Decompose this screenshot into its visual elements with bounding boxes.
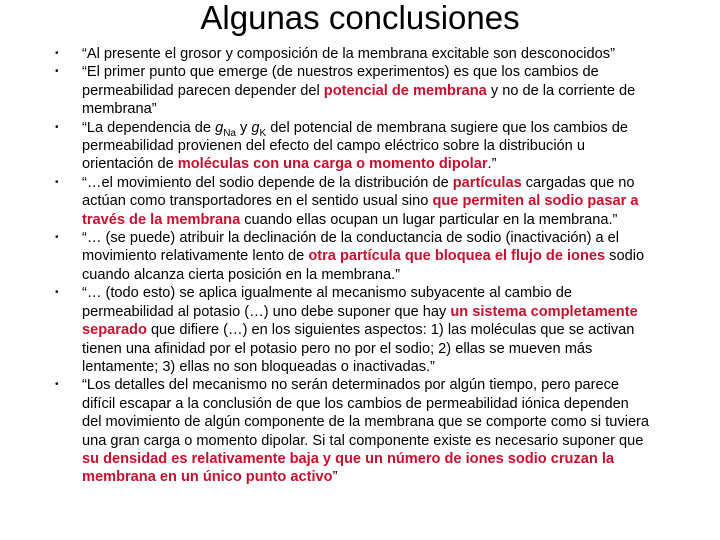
bullet-text: “… (se puede) atribuir la declinación de la conductancia de sodio (inactivación) a el movimiento relativamente lento de (82, 230, 620, 265)
bullet-text: “Al presente el grosor y composición de la membrana excitable son desconocidos” (82, 46, 615, 62)
bullet-text: cuando ellas ocupan un lugar particular en la membrana.” (240, 211, 618, 228)
bullet-icon: • (55, 379, 59, 391)
bullet-item (0, 229, 720, 284)
bullet-text: “…el movimiento del sodio depende de la distribución de (82, 174, 453, 191)
slide-title: Algunas conclusiones (200, 0, 520, 36)
highlighted-text: un sistema completamente separado (82, 303, 638, 339)
bullet-icon: • (55, 287, 59, 299)
bullet-text: “Los detalles del mecanismo no serán determinados por algún tiempo, pero parece difícil escapar a la conclusión de que los cambios de permeabilidad iónica dependen del movimiento de algún componente de la membrana que se comporte como si tuviera una gran carga o momento dipolar. Si tal componente existe es necesario suponer que (82, 377, 650, 449)
bullet-text: “La dependencia de (82, 119, 216, 136)
subscript-text: Na (223, 127, 236, 139)
bullet-icon: • (55, 176, 59, 188)
highlighted-text: su densidad es relativamente baja y que un número de iones sodio cruzan la membrana en un único punto activo (82, 450, 615, 486)
bullet-item (0, 174, 720, 229)
bullet-text: del potencial de membrana sugiere que los cambios de permeabilidad provienen del efecto del campo eléctrico sobre la distribución u orientación de (82, 119, 629, 173)
bullet-item (0, 284, 720, 376)
subscript-text: K (259, 127, 267, 139)
bullet-text: “El primer punto que emerge (de nuestros experimentos) es que los cambios de permeabilidad parecen depender del (82, 64, 599, 99)
highlighted-text: que permiten al sodio pasar a través de la membrana (82, 193, 639, 228)
bullet-item (0, 45, 720, 63)
bullet-icon: • (55, 121, 59, 133)
bullet-item (0, 63, 720, 118)
bullet-icon: • (55, 48, 59, 59)
highlighted-text: partículas (452, 174, 522, 191)
bullet-text: .” (487, 156, 497, 173)
bullet-text: “… (todo esto) se aplica igualmente al mecanismo subyacente al cambio de permeabilidad al potasio (…) uno debe suponer que hay (82, 285, 572, 320)
bullet-text: que difiere (…) en los siguientes aspectos: 1) las moléculas que se activan tienen una afinidad por el potasio pero no por el sodio; 2) ellas se mueven más lentamente; 3) ellas no son bloqueadas o inactivadas.” (82, 322, 635, 375)
bullet-icon: • (55, 232, 59, 244)
bullet-text: cargadas que no actúan como transportadores en el sentido usual sino (82, 174, 635, 210)
highlighted-text: otra partícula que bloquea el flujo de iones (308, 248, 606, 265)
bullet-text: y (236, 119, 252, 136)
symbol-text: g (251, 119, 260, 136)
bullet-item (0, 119, 720, 174)
bullet-text: ” (332, 469, 338, 486)
bullet-text: sodio cuando alcanza cierta posición en la membrana.” (82, 248, 645, 283)
bullet-icon: • (55, 66, 59, 78)
conclusions-list (0, 45, 720, 487)
symbol-text: g (215, 119, 224, 136)
highlighted-text: moléculas con una carga o momento dipolar (177, 156, 488, 173)
bullet-item (0, 376, 720, 486)
bullet-text: y no de la corriente de membrana” (82, 82, 636, 118)
highlighted-text: potencial de membrana (323, 82, 487, 99)
